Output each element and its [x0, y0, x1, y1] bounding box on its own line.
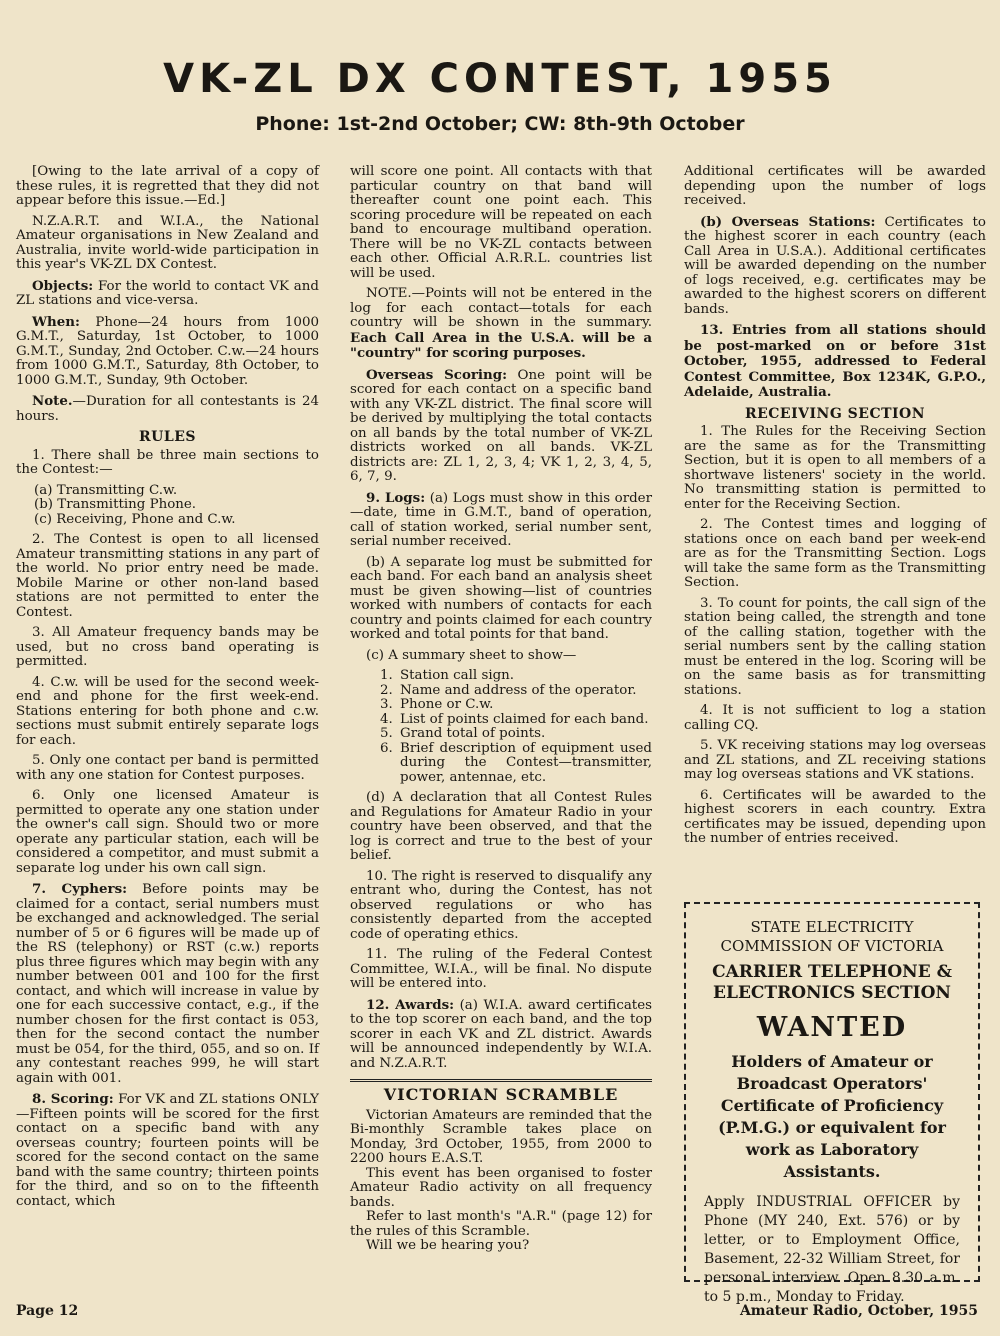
column-2	[350, 165, 652, 1254]
publication-footer: Amateur Radio, October, 1955	[739, 1303, 978, 1319]
rules-heading: RULES	[139, 429, 196, 445]
overseas-scoring	[350, 368, 652, 485]
rule-9c: (c) A summary sheet to show—	[366, 647, 577, 663]
rule-12-label: 12. Awards:	[366, 996, 455, 1013]
overseas-stations-text: Certificates to the highest scorer in each country (each Call Area in U.S.A.). Additional certificates will be awarded depending on the number of logs received, e.g. certificates may be awarded to the highest scorers on different bands.	[684, 214, 986, 317]
list-item	[380, 711, 652, 728]
receiving-rule-3: 3. To count for points, the call sign of the station being called, the strength and tone of the calling station, together with the serial numbers sent by the calling station must be entered in the log. Scoring will be on the same basis as for transmitting stations.	[684, 595, 986, 698]
ad-apply: Apply INDUSTRIAL OFFICER by Phone (MY 240, Ext. 576) or by letter, or to Employment Office, Basement, 22-32 William Street, for personal interview. Open 8.30 a.m. to 5 p.m., Monday to Friday.	[704, 1194, 960, 1305]
overseas-stations-label: (b) Overseas Stations:	[700, 213, 876, 230]
list-number: 1.	[380, 668, 393, 683]
rule-2: 2. The Contest is open to all licensed Amateur transmitting stations in any part of the world. No prior entry need be made. Mobile Marine or other non-land based stations are not permitted to enter the Contest.	[16, 532, 319, 620]
scoring-continued: will score one point. All contacts with that particular country on that band will thereafter count one point each. This scoring procedure will be repeated on each band to encourage multiband operation. There will be no VK-ZL contacts between each other. Official A.R.R.L. countries list will be used.	[350, 164, 652, 281]
points-note-bold: Each Call Area in the U.S.A. will be a "country" for scoring purposes.	[350, 329, 652, 361]
list-text: Name and address of the operator.	[400, 682, 637, 698]
rule-8	[16, 1092, 319, 1209]
list-number: 3.	[380, 697, 393, 712]
article-title: VK-ZL DX CONTEST, 1955	[163, 56, 837, 102]
rule-7-label: 7. Cyphers:	[32, 881, 128, 897]
list-text: Station call sign.	[400, 668, 515, 683]
list-number: 5.	[380, 726, 393, 741]
rule-5: 5. Only one contact per band is permitted with any one station for Contest purposes.	[16, 753, 319, 783]
note-label: Note.	[32, 393, 73, 409]
list-item: (a) Transmitting C.w.	[34, 482, 178, 498]
rule-9d: (d) A declaration that all Contest Rules and Regulations for Amateur Radio in your country have been observed, and that the log is correct and true to the best of your belief.	[350, 790, 652, 863]
ad-section: CARRIER TELEPHONE & ELECTRONICS SECTION	[712, 962, 952, 1003]
overseas-scoring-text: One point will be scored for each contact on a specific band with any VK-ZL district. The final score will be derived by multiplying the total contacts on all bands by the total number of VK-ZL districts worked on all bands. VK-ZL districts are: ZL 1, 2, 3, 4; VK 1, 2, 3, 4, 5, 6, 7, 9.	[350, 367, 652, 484]
list-text: Brief description of equipment used during the Contest—transmitter, power, antennae, etc.	[400, 740, 652, 785]
rule-7	[16, 882, 319, 1086]
ad-wanted: WANTED	[756, 1012, 908, 1043]
rule-6: 6. Only one licensed Amateur is permitted to operate any one station under the owner's call sign. Should two or more operate any particular station, each will be considered a competitor, and must submit a separate log under his own call sign.	[16, 788, 319, 876]
list-item	[380, 697, 652, 713]
rule-10: 10. The right is reserved to disqualify any entrant who, during the Contest, has not observed regulations or who has consistently departed from the accepted code of operating ethics.	[350, 868, 652, 942]
summary-list	[350, 669, 652, 785]
when-text: Phone—24 hours from 1000 G.M.T., Saturday, 1st October, to 1000 G.M.T., Sunday, 2nd October. C.w.—24 hours from 1000 G.M.T., Saturday, 8th October, to 1000 G.M.T., Sunday, 9th October.	[16, 314, 319, 388]
rule-12-text: (a) W.I.A. award certificates to the top scorer on each band, and the top scorer in each VK and ZL district. Awards will be announced independently by W.I.A. and N.Z.A.R.T.	[350, 997, 652, 1071]
overseas-stations	[684, 215, 986, 318]
column-1	[16, 165, 319, 1215]
list-text: Phone or C.w.	[400, 697, 494, 712]
rule-9-text: (a) Logs must show in this order—date, time in G.M.T., band of operation, call of station worked, serial number sent, serial number received.	[350, 490, 652, 549]
note-text: —Duration for all contestants is 24 hours.	[16, 394, 319, 424]
list-item	[380, 726, 652, 742]
rule-9	[350, 491, 652, 550]
when-label: When:	[32, 313, 80, 330]
rule-9-label: 9. Logs:	[366, 489, 426, 506]
ad-requirements: Holders of Amateur or Broadcast Operators' Certificate of Proficiency (P.M.G.) or equivalent for work as Laboratory Assistants.	[718, 1052, 946, 1181]
list-number: 4.	[380, 711, 393, 727]
rule-4: 4. C.w. will be used for the second week-end and phone for the first week-end. Stations entering for both phone and c.w. sections must submit entirely separate logs for each.	[16, 674, 319, 748]
list-item: (b) Transmitting Phone.	[34, 497, 197, 512]
when-paragraph	[16, 315, 319, 389]
objects-text: For the world to contact VK and ZL stations and vice-versa.	[16, 278, 319, 308]
note-paragraph	[16, 394, 319, 424]
objects-paragraph	[16, 279, 319, 309]
awards-continued: Additional certificates will be awarded depending upon the number of logs received.	[684, 164, 986, 208]
scramble-heading: VICTORIAN SCRAMBLE	[383, 1085, 619, 1104]
rule-7-text: Before points may be claimed for a contact, serial numbers must be exchanged and acknowledged. The serial number of 5 or 6 figures will be made up of the RS (telephony) or RST (c.w.) reports plus three figures which may begin with any number between 001 and 100 for the first contact, and which will increase in value by one for each successive contact, e.g., if the number chosen for the first contact is 053, then for the second contact the number must be 054, for the third, 055, and so on. If any contestant reaches 999, he will start again with 001.	[16, 882, 320, 1086]
list-text: List of points claimed for each band.	[400, 711, 649, 727]
points-note-text: NOTE.—Points will not be entered in the log for each contact—totals for each country will be shown in the summary.	[350, 286, 652, 330]
list-number: 6.	[380, 740, 393, 756]
rule-13	[684, 323, 986, 401]
job-advertisement	[684, 902, 980, 1305]
rule-8-text: For VK and ZL stations ONLY—Fifteen points will be scored for the first contact on a specific band with any overseas country; fourteen points will be scored for the second contact on the same band with the same country; thirteen points for the third, and so on to the fifteenth contact, which	[16, 1092, 319, 1209]
list-item	[380, 740, 652, 786]
article-subtitle: Phone: 1st-2nd October; CW: 8th-9th October	[255, 113, 745, 135]
page-number: Page 12	[16, 1303, 79, 1319]
receiving-heading: RECEIVING SECTION	[744, 405, 926, 422]
list-item: (c) Receiving, Phone and C.w.	[34, 511, 236, 527]
column-3	[684, 165, 986, 853]
list-text: Grand total of points.	[400, 726, 546, 741]
editor-note: [Owing to the late arrival of a copy of these rules, it is regretted that they did not appear before this issue.—Ed.]	[16, 164, 319, 208]
list-item	[380, 668, 652, 684]
ad-organisation: STATE ELECTRICITY COMMISSION OF VICTORIA	[720, 918, 944, 955]
receiving-rule-4: 4. It is not sufficient to log a station calling CQ.	[684, 703, 986, 733]
sections-list	[16, 484, 319, 528]
objects-label: Objects:	[32, 277, 94, 294]
intro-paragraph: N.Z.A.R.T. and W.I.A., the National Amateur organisations in New Zealand and Australia, invite world-wide participation in this year's VK-ZL DX Contest.	[16, 213, 319, 272]
scramble-paragraph-4: Will we be hearing you?	[366, 1238, 530, 1253]
overseas-scoring-label: Overseas Scoring:	[366, 366, 508, 383]
receiving-rule-1: 1. The Rules for the Receiving Section are the same as for the Transmitting Section, but it is open to all members of a shortwave listeners' society in the world. No transmitting station is permitted to enter for the Receiving Section.	[684, 424, 986, 512]
rule-9b: (b) A separate log must be submitted for each band. For each band an analysis sheet must be given showing—list of countries worked with numbers of contacts for each country and points claimed for each country worked and total points for that band.	[350, 554, 652, 642]
receiving-rule-6: 6. Certificates will be awarded to the highest scorers in each country. Extra certificates may be issued, depending upon the number of entries received.	[684, 787, 986, 846]
rule-12	[350, 998, 652, 1072]
rule-13-text: 13. Entries from all stations should be post-marked on or before 31st October, 1955, addressed to Federal Contest Committee, Box 1234K, G.P.O., Adelaide, Australia.	[684, 322, 986, 400]
scramble-paragraph-3: Refer to last month's "A.R." (page 12) for the rules of this Scramble.	[350, 1209, 652, 1239]
rule-8-label: 8. Scoring:	[32, 1091, 114, 1107]
list-item	[380, 682, 652, 699]
rule-11: 11. The ruling of the Federal Contest Committee, W.I.A., will be final. No dispute will be entered into.	[350, 947, 652, 991]
rule-1: 1. There shall be three main sections to the Contest:—	[16, 447, 319, 477]
receiving-rule-5: 5. VK receiving stations may log overseas and ZL stations, and ZL receiving stations may log overseas stations and VK stations.	[684, 738, 986, 782]
points-note	[350, 287, 652, 362]
scramble-paragraph-2: This event has been organised to foster Amateur Radio activity on all frequency bands.	[350, 1165, 652, 1210]
rule-3: 3. All Amateur frequency bands may be used, but no cross band operating is permitted.	[16, 625, 319, 669]
list-number: 2.	[380, 682, 393, 698]
section-divider	[350, 1079, 652, 1082]
receiving-rule-2: 2. The Contest times and logging of stations once on each band per week-end are as for the Transmitting Section. Logs will take the same form as the Transmitting Section.	[684, 517, 986, 590]
scramble-paragraph-1: Victorian Amateurs are reminded that the Bi-monthly Scramble takes place on Monday, 3rd October, 1955, from 2000 to 2200 hours E.A.S.T.	[350, 1107, 652, 1166]
